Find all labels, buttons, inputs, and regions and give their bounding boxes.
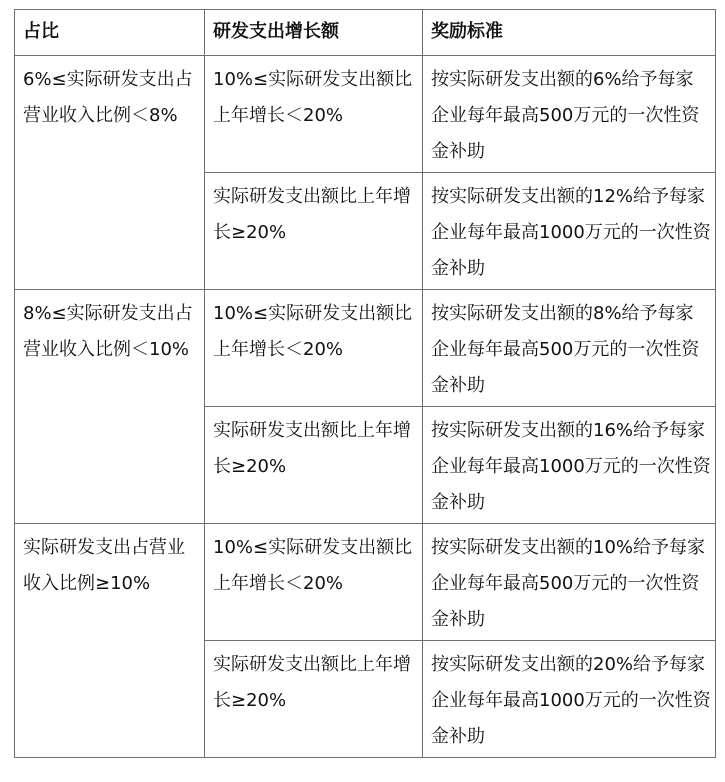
growth-cell: 实际研发支出额比上年增长≥20% [205,173,423,290]
reward-cell: 按实际研发支出额的10%给予每家企业每年最高500万元的一次性资金补助 [423,524,716,641]
growth-cell: 实际研发支出额比上年增长≥20% [205,407,423,524]
reward-cell: 按实际研发支出额的8%给予每家企业每年最高500万元的一次性资金补助 [423,290,716,407]
reward-cell: 按实际研发支出额的20%给予每家企业每年最高1000万元的一次性资金补助 [423,641,716,758]
reward-cell: 按实际研发支出额的16%给予每家企业每年最高1000万元的一次性资金补助 [423,407,716,524]
ratio-cell: 实际研发支出占营业收入比例≥10% [15,524,205,758]
header-reward: 奖励标准 [423,10,716,56]
ratio-cell: 8%≤实际研发支出占营业收入比例＜10% [15,290,205,524]
table-header-row [15,10,716,56]
table-row [15,290,716,407]
table-row [15,56,716,173]
ratio-cell: 6%≤实际研发支出占营业收入比例＜8% [15,56,205,290]
table-row [15,524,716,641]
reward-standards-table [14,9,716,758]
reward-cell: 按实际研发支出额的6%给予每家企业每年最高500万元的一次性资金补助 [423,56,716,173]
reward-cell: 按实际研发支出额的12%给予每家企业每年最高1000万元的一次性资金补助 [423,173,716,290]
growth-cell: 10%≤实际研发支出额比上年增长＜20% [205,56,423,173]
growth-cell: 10%≤实际研发支出额比上年增长＜20% [205,290,423,407]
header-growth: 研发支出增长额 [205,10,423,56]
reward-standards-table-container [14,9,716,758]
header-ratio: 占比 [15,10,205,56]
growth-cell: 实际研发支出额比上年增长≥20% [205,641,423,758]
growth-cell: 10%≤实际研发支出额比上年增长＜20% [205,524,423,641]
